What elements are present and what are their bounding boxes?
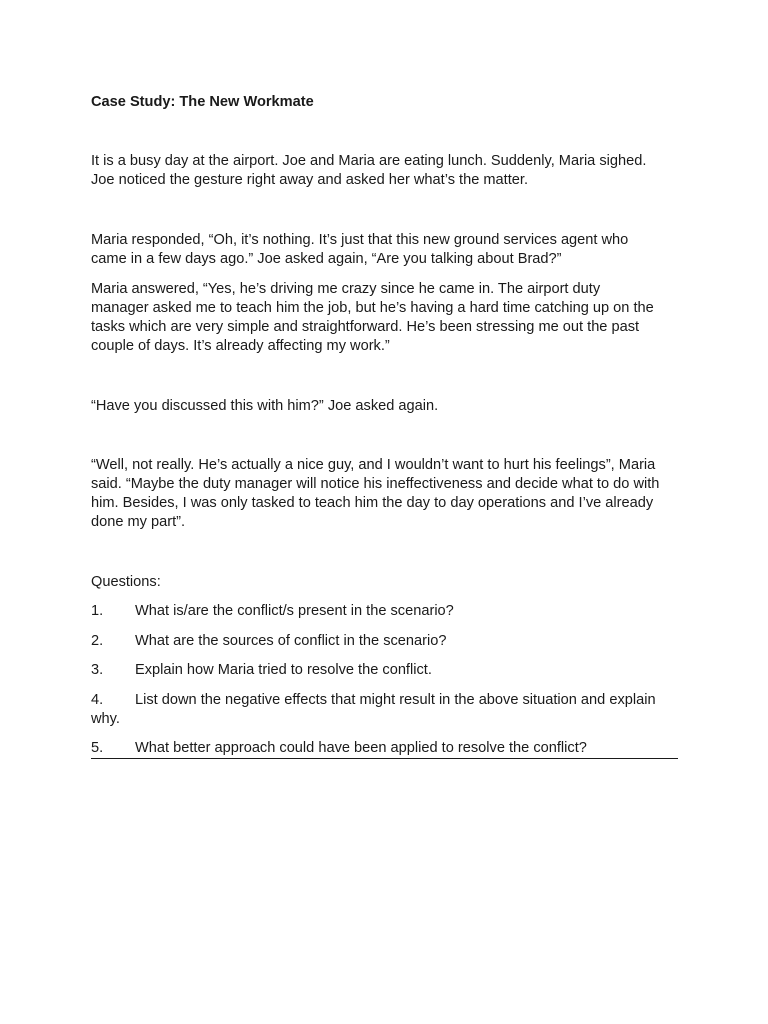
paragraph-line: It is a busy day at the airport. Joe and Maria are eating lunch. Suddenly, Maria sighed. (91, 153, 647, 169)
paragraph-line: couple of days. It’s already affecting my work.” (91, 338, 390, 354)
question-text: What is/are the conflict/s present in the scenario? (135, 603, 454, 619)
question-number: 2. (91, 633, 104, 649)
question-item (91, 739, 691, 758)
paragraph-4 (91, 397, 691, 416)
question-item (91, 602, 691, 621)
question-text: What better approach could have been applied to resolve the conflict? (135, 740, 587, 756)
question-number: 3. (91, 662, 104, 678)
paragraph-line: him. Besides, I was only tasked to teach him the day to day operations and I’ve already (91, 495, 654, 511)
paragraph-2 (91, 231, 691, 269)
underline-rule (91, 758, 678, 759)
paragraph-line: said. “Maybe the duty manager will notice his ineffectiveness and decide what to do with (91, 476, 660, 492)
paragraph-5 (91, 456, 691, 532)
question-number: 5. (91, 740, 104, 756)
paragraph-line: Maria answered, “Yes, he’s driving me crazy since he came in. The airport duty (91, 281, 601, 297)
paragraph-1 (91, 152, 691, 190)
paragraph-line: tasks which are very simple and straightforward. He’s been stressing me out the past (91, 319, 640, 335)
question-text: List down the negative effects that might result in the above situation and explain (135, 692, 656, 708)
question-item (91, 632, 691, 651)
question-text: Explain how Maria tried to resolve the conflict. (135, 662, 432, 678)
paragraph-line: “Well, not really. He’s actually a nice guy, and I wouldn’t want to hurt his feelings”, Maria (91, 457, 656, 473)
question-text: What are the sources of conflict in the scenario? (135, 633, 447, 649)
paragraph-line: came in a few days ago.” Joe asked again, “Are you talking about Brad?” (91, 251, 562, 267)
questions-heading: Questions: (91, 574, 161, 590)
question-item (91, 661, 691, 680)
question-number: 1. (91, 603, 104, 619)
paragraph-line: “Have you discussed this with him?” Joe asked again. (91, 398, 439, 414)
paragraph-line: Maria responded, “Oh, it’s nothing. It’s just that this new ground services agent who (91, 232, 629, 248)
paragraph-line: manager asked me to teach him the job, but he’s having a hard time catching up on the (91, 300, 654, 316)
paragraph-line: Joe noticed the gesture right away and asked her what’s the matter. (91, 172, 528, 188)
document-title: Case Study: The New Workmate (91, 94, 314, 110)
question-text-continued: why. (91, 711, 120, 727)
question-item (91, 691, 691, 729)
paragraph-3 (91, 280, 691, 356)
paragraph-line: done my part”. (91, 514, 186, 530)
question-number: 4. (91, 692, 104, 708)
